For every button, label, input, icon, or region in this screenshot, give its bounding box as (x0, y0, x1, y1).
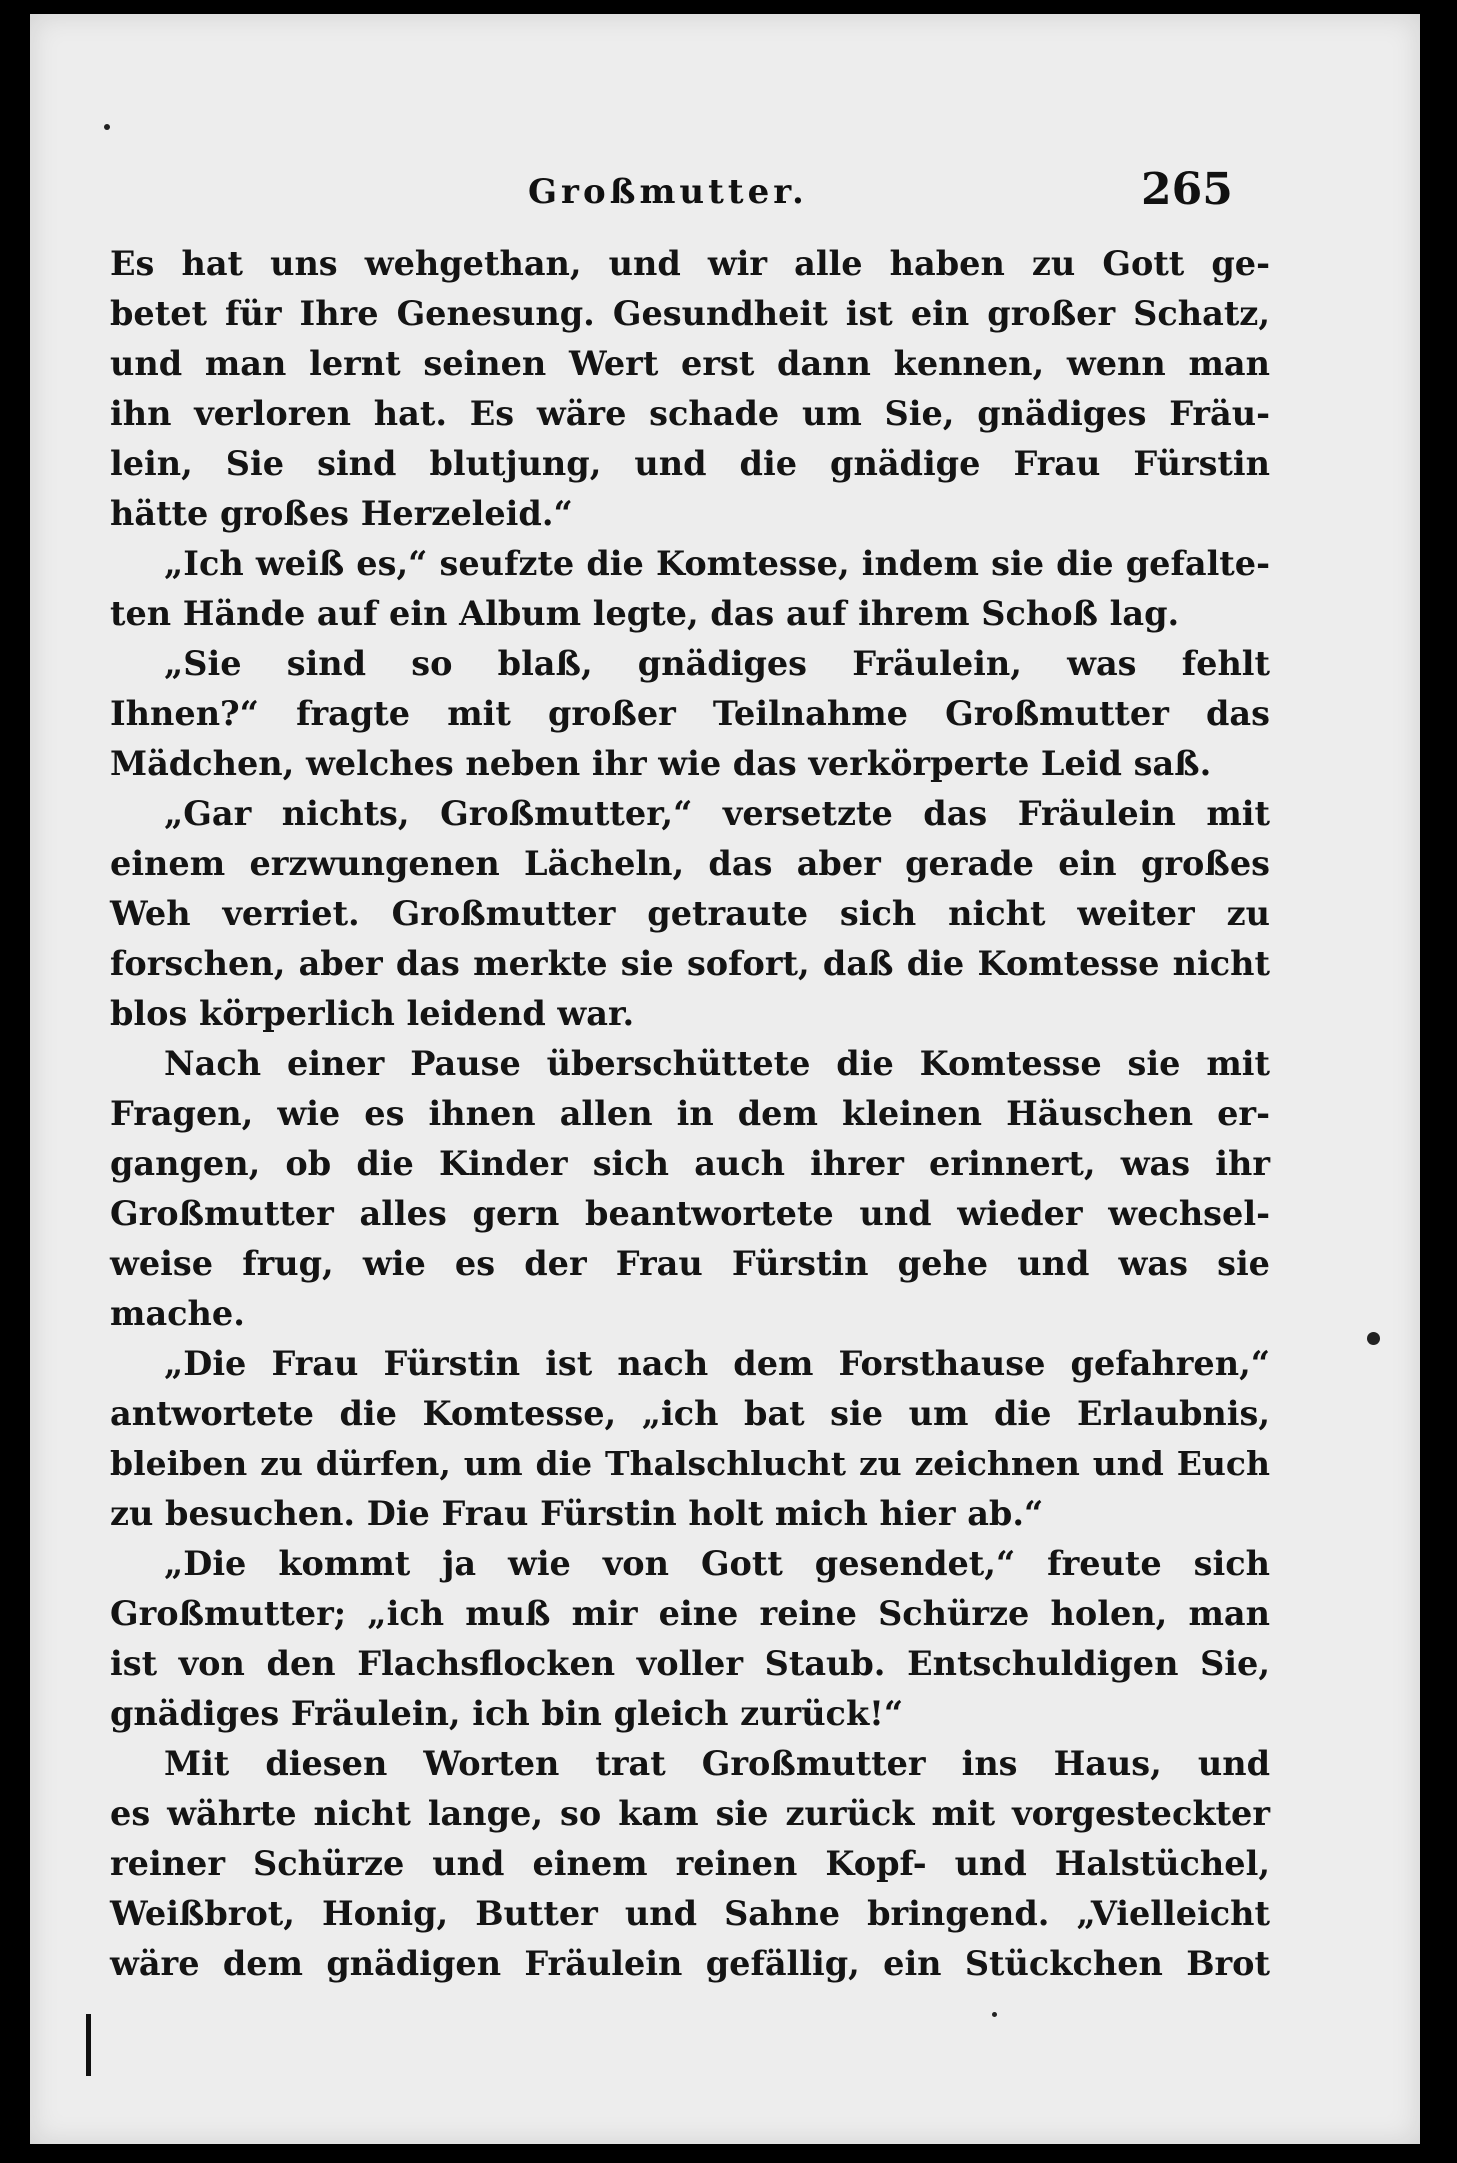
text-line: ihn verloren hat. Es wäre schade um Sie, gnädiges Fräu- (110, 394, 1270, 433)
text-line: „Gar nichts, Großmutter,“ versetzte das Fräulein mit (164, 794, 1270, 833)
running-title: Großmutter. (528, 172, 808, 212)
text-line: „Sie sind so blaß, gnädiges Fräulein, was fehlt (164, 644, 1270, 683)
text-line: Es hat uns wehgethan, und wir alle haben zu Gott ge- (110, 244, 1270, 283)
text-line: einem erzwungenen Lächeln, das aber gerade ein großes (110, 844, 1270, 883)
text-line: zu besuchen. Die Frau Fürstin holt mich hier ab.“ (110, 1494, 1044, 1533)
margin-mark (86, 2014, 91, 2076)
text-line: reiner Schürze und einem reinen Kopf- und Halstüchel, (110, 1844, 1270, 1883)
text-line: Nach einer Pause überschüttete die Komtesse sie mit (164, 1044, 1270, 1083)
text-line: Großmutter; „ich muß mir eine reine Schürze holen, man (110, 1594, 1270, 1633)
text-line: Großmutter alles gern beantwortete und wieder wechsel- (110, 1194, 1270, 1233)
page-header (30, 164, 1420, 224)
text-line: Ihnen?“ fragte mit großer Teilnahme Großmutter das (110, 694, 1270, 733)
text-line: lein, Sie sind blutjung, und die gnädige Frau Fürstin (110, 444, 1270, 483)
text-line: und man lernt seinen Wert erst dann kennen, wenn man (110, 344, 1270, 383)
text-line: Weißbrot, Honig, Butter und Sahne bringend. „Vielleicht (110, 1894, 1270, 1933)
text-line: „Die kommt ja wie von Gott gesendet,“ freute sich (164, 1544, 1270, 1583)
text-line: Weh verriet. Großmutter getraute sich nicht weiter zu (110, 894, 1270, 933)
ink-speck (1367, 1332, 1380, 1345)
text-line: mache. (110, 1294, 245, 1333)
text-line: forschen, aber das merkte sie sofort, daß die Komtesse nicht (110, 944, 1270, 983)
text-line: betet für Ihre Genesung. Gesundheit ist ein großer Schatz, (110, 294, 1270, 333)
text-line: weise frug, wie es der Frau Fürstin gehe und was sie (110, 1244, 1270, 1283)
text-line: Mit diesen Worten trat Großmutter ins Haus, und (164, 1744, 1270, 1783)
text-line: wäre dem gnädigen Fräulein gefällig, ein Stückchen Brot (110, 1944, 1270, 1983)
body-text (110, 239, 1270, 1989)
page-number: 265 (1141, 164, 1233, 215)
book-page (30, 14, 1420, 2144)
text-line: Fragen, wie es ihnen allen in dem kleinen Häuschen er- (110, 1094, 1270, 1133)
ink-speck (992, 2012, 997, 2017)
text-line: „Die Frau Fürstin ist nach dem Forsthause gefahren,“ (164, 1344, 1270, 1383)
text-line: gangen, ob die Kinder sich auch ihrer erinnert, was ihr (110, 1144, 1270, 1183)
text-line: ten Hände auf ein Album legte, das auf ihrem Schoß lag. (110, 594, 1180, 633)
ink-speck (104, 124, 110, 130)
text-line: hätte großes Herzeleid.“ (110, 494, 573, 533)
text-line: „Ich weiß es,“ seufzte die Komtesse, indem sie die gefalte- (164, 544, 1270, 583)
text-line: es währte nicht lange, so kam sie zurück mit vorgesteckter (110, 1794, 1270, 1833)
text-line: ist von den Flachsflocken voller Staub. Entschuldigen Sie, (110, 1644, 1270, 1683)
text-line: Mädchen, welches neben ihr wie das verkörperte Leid saß. (110, 744, 1212, 783)
text-line: gnädiges Fräulein, ich bin gleich zurück!“ (110, 1694, 904, 1733)
text-line: bleiben zu dürfen, um die Thalschlucht zu zeichnen und Euch (110, 1444, 1270, 1483)
text-line: antwortete die Komtesse, „ich bat sie um die Erlaubnis, (110, 1394, 1270, 1433)
text-line: blos körperlich leidend war. (110, 994, 635, 1033)
